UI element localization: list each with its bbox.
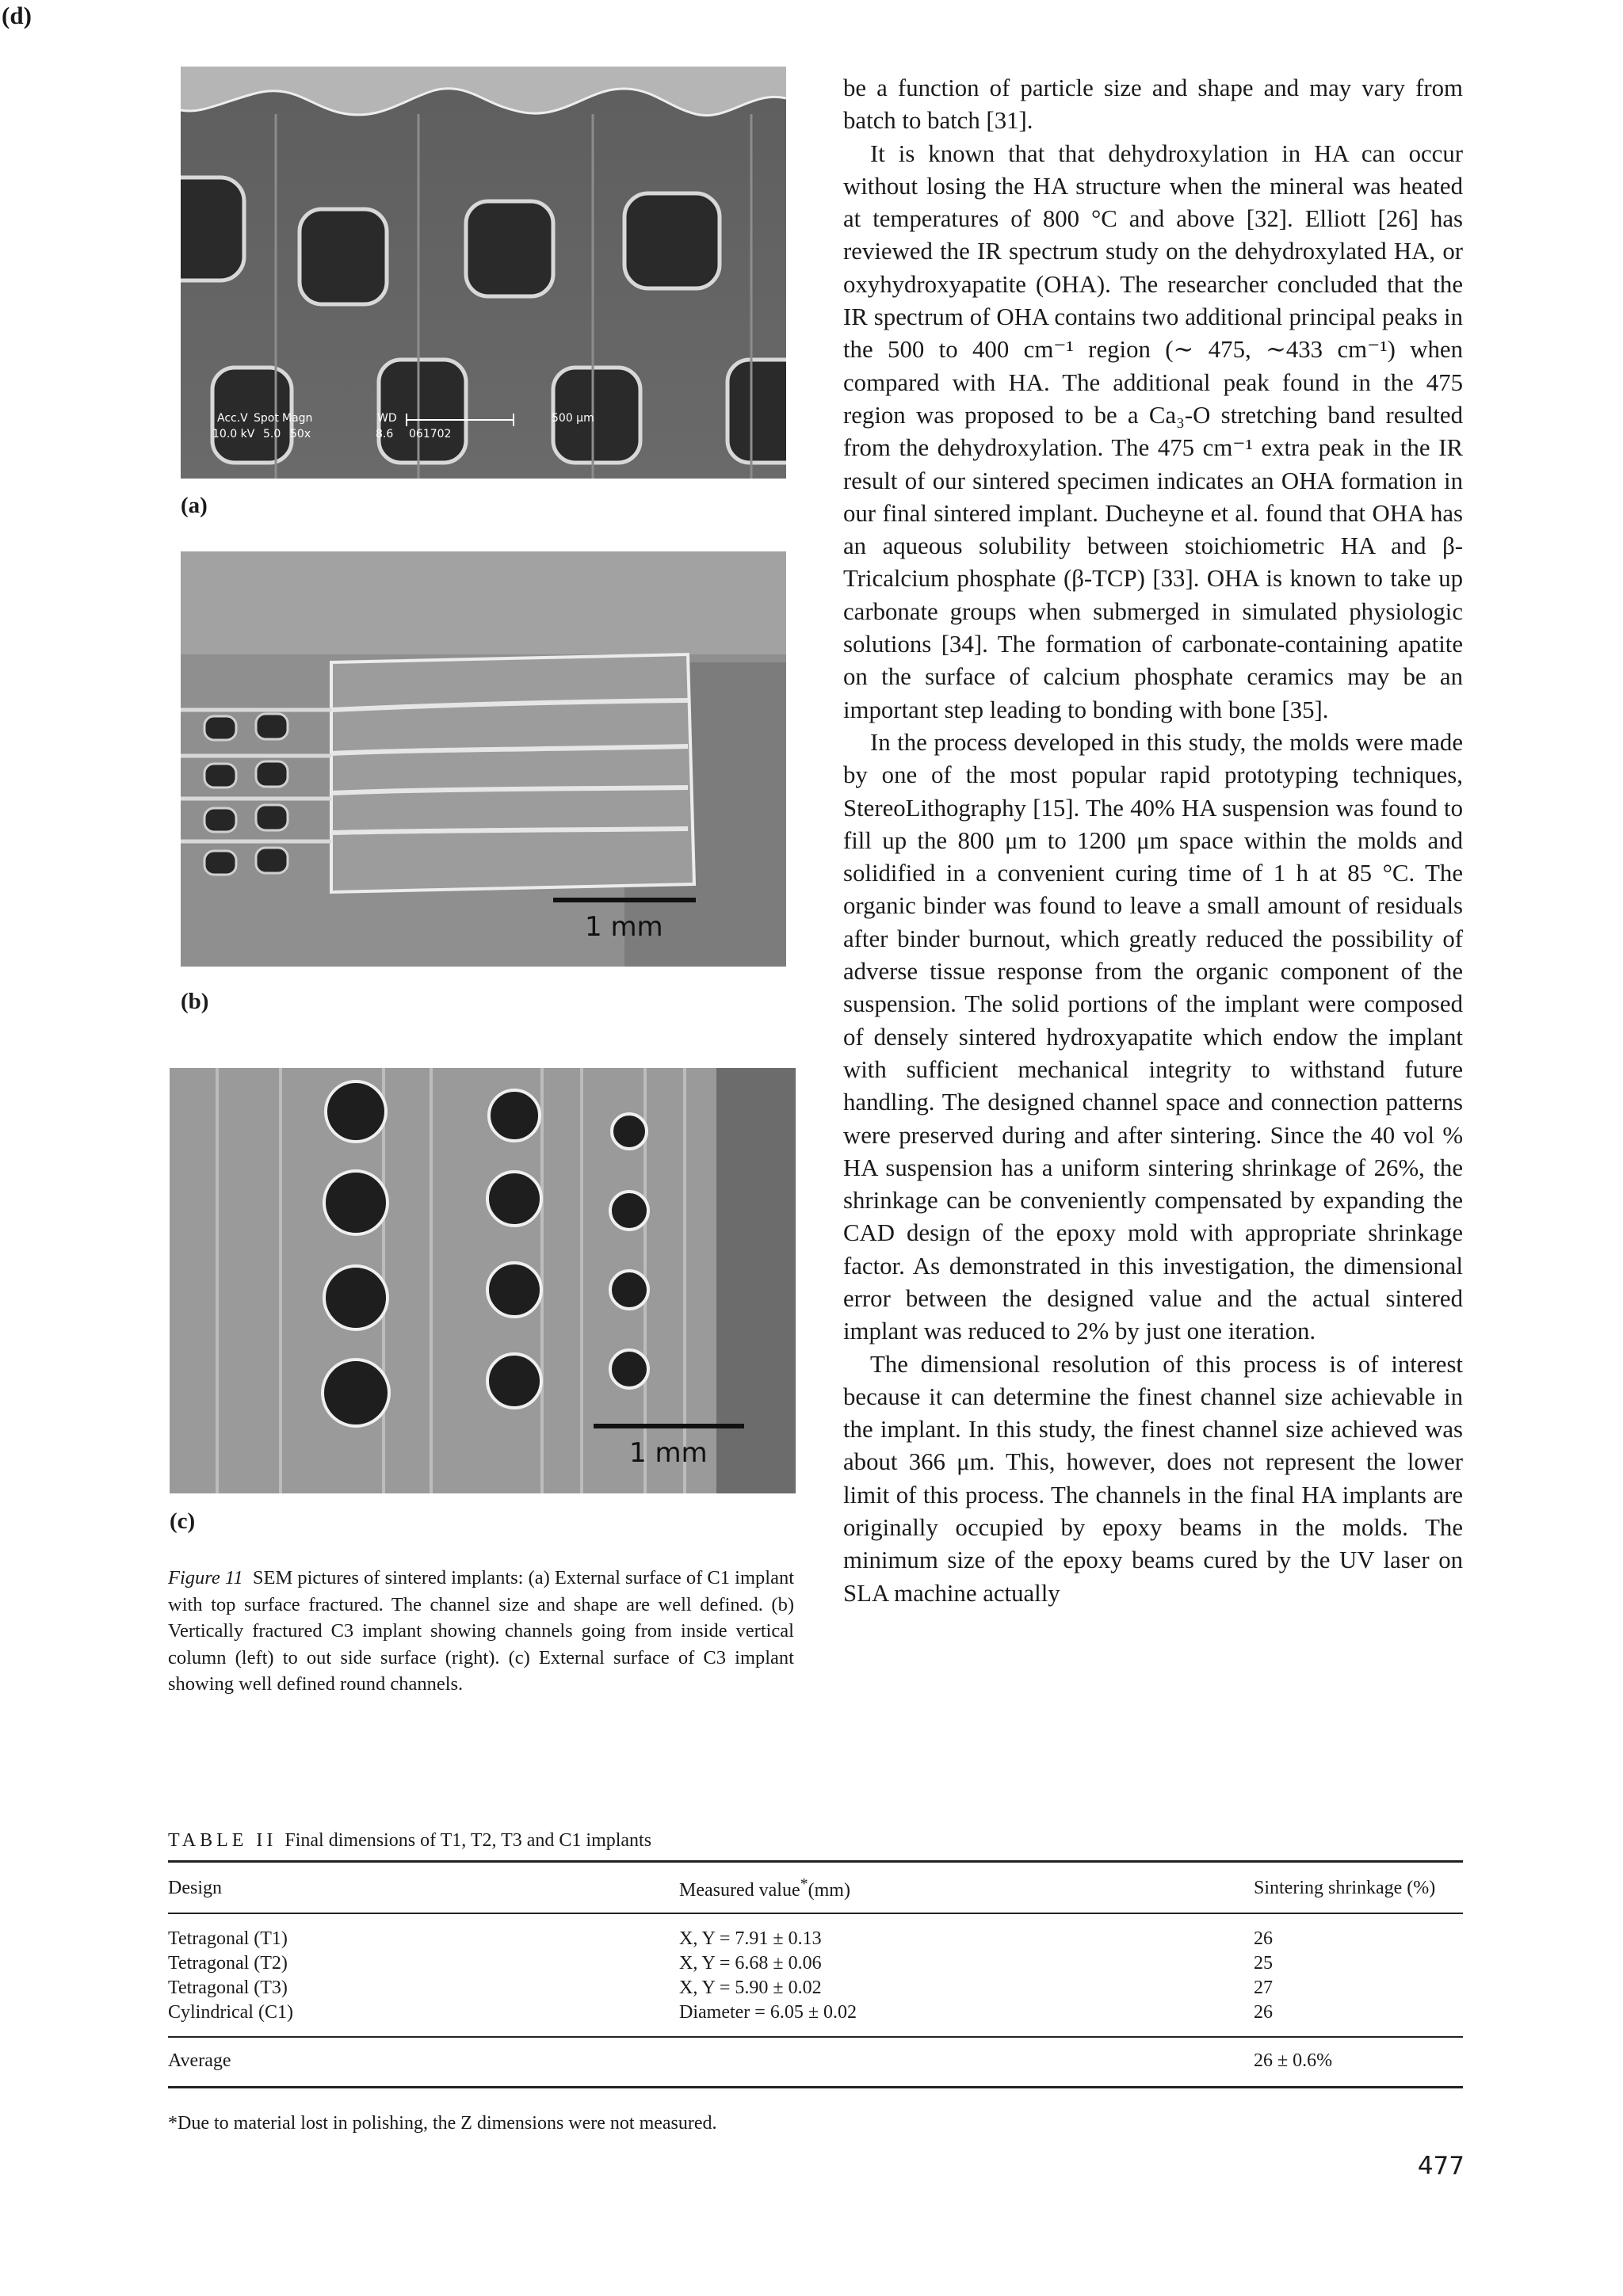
sem-image-c-graphic [170, 1068, 796, 1493]
sem-image-a-graphic [181, 67, 786, 479]
panel-label-a: (a) [181, 493, 208, 518]
cell-measured: X, Y = 7.91 ± 0.13 [679, 1928, 822, 1949]
cell-shrinkage: 26 [1254, 2002, 1273, 2023]
sem-image-b-graphic [181, 551, 786, 967]
sem-image-b [181, 551, 786, 967]
table-row [168, 1951, 1463, 1976]
cell-shrinkage: 25 [1254, 1953, 1273, 1974]
overlay-spot: Spot [254, 412, 279, 425]
scale-label-b: 1 mm [585, 911, 663, 943]
table-label: TABLE II [168, 1830, 277, 1851]
panel-label-b: (b) [181, 989, 209, 1014]
average-empty-cell [679, 2037, 1254, 2088]
table-row [168, 1976, 1463, 2000]
overlay-id: 061702 [409, 428, 452, 441]
panel-label-c: (c) [170, 1508, 196, 1534]
paragraph-4: The dimensional resolution of this process is of interest because it can determine the finest channel size achievable in the implant. In this study, the finest channel size achieved was about 366 μm. This, however, does not represent the lower limit of this process. The channels in the final HA implants are originally occupied by epoxy beams in the molds. The minimum size of the epoxy beams cured by the UV laser on SLA machine actually [843, 1350, 1463, 1607]
dimensions-table [168, 1860, 1463, 2088]
table-average-row [168, 2037, 1463, 2088]
table-title-text: Final dimensions of T1, T2, T3 and C1 implants [285, 1830, 652, 1851]
header-measured-mark: * [800, 1875, 808, 1893]
overlay-scale: 500 μm [552, 412, 594, 425]
overlay-magn-value: 50x [290, 428, 311, 441]
overlay-wd-value: 8.6 [376, 428, 394, 441]
sem-image-c [170, 1068, 796, 1493]
overlay-magn: Magn [282, 412, 313, 425]
cell-measured: X, Y = 6.68 ± 0.06 [679, 1953, 822, 1974]
sem-image-a [181, 67, 786, 479]
header-design: Design [168, 1878, 222, 1898]
table-header-row [168, 1862, 1463, 1914]
paragraph-1: be a function of particle size and shape and may vary from batch to batch [31]. [843, 74, 1463, 135]
average-value: 26 ± 0.6% [1254, 2050, 1333, 2071]
header-measured-unit: (mm) [808, 1880, 850, 1901]
overlay-kv: 10.0 kV [212, 428, 255, 441]
page-number: 477 [1417, 2152, 1465, 2180]
figure-caption-prefix: Figure 11 [168, 1567, 243, 1589]
figure-caption [168, 1565, 794, 1698]
cell-design: Cylindrical (C1) [168, 2002, 293, 2023]
average-label: Average [168, 2050, 231, 2071]
table-row [168, 1913, 1463, 1951]
paragraph-3: In the process developed in this study, the molds were made by one of the most popular rapid prototyping techniques, StereoLithography [15]. The 40% HA suspension was found to fill up the 800 μm to 1200 μm space within the molds and solidified in a convenient curing time of 1 h at 85 °C. The organic binder was found to leave a small amount of residuals after binder burnout, which greatly reduced the possibility of adverse tissue response from the organic component of the suspension. The solid portions of the implant were composed of densely sintered hydroxyapatite which endow the implant with sufficient mechanical integrity to withstand future handling. The designed channel space and connection patterns were preserved during and after sintering. Since the 40 vol % HA suspension has a uniform sintering shrinkage of 26%, the shrinkage can be conveniently compensated by expanding the CAD design of the epoxy mold with appropriate shrinkage factor. As demonstrated in this investigation, the dimensional error between the designed value and the actual sintered implant was reduced to 2% by just one iteration. [843, 728, 1463, 1345]
header-measured [679, 1862, 1254, 1914]
table-title [168, 1830, 651, 1852]
cell-design: Tetragonal (T3) [168, 1978, 288, 1998]
header-shrinkage: Sintering shrinkage (%) [1254, 1878, 1436, 1898]
header-measured-label: Measured value [679, 1880, 800, 1901]
cell-design: Tetragonal (T1) [168, 1928, 288, 1949]
paragraph-2: It is known that that dehydroxylation in HA can occur without losing the HA structure when the mineral was heated at temperatures of 800 °C and above [32]. Elliott [26] has reviewed the IR spectrum study on the dehydroxylated HA, or oxyhydroxyapatite (OHA). The researcher concluded that the IR spectrum of OHA contains two additional principal peaks in the 500 to 400 cm⁻¹ region (∼ 475, ∼433 cm⁻¹) when compared with HA. The additional peak found in the 475 region was proposed to be a Ca₃-O stretching band resulted from the dehydroxylation. The 475 cm⁻¹ extra peak in the IR result of our sintered specimen indicates an OHA formation in our final sintered implant. Ducheyne et al. found that OHA has an aqueous solubility between stoichiometric HA and β-Tricalcium phosphate (β-TCP) [33]. OHA is known to take up carbonate groups when submerged in simulated physiologic solutions [34]. The formation of carbonate-containing apatite on the surface of calcium phosphate ceramics may be an important step leading to bonding with bone [35]. [843, 139, 1463, 723]
table-row [168, 2000, 1463, 2037]
cell-measured: Diameter = 6.05 ± 0.02 [679, 2002, 857, 2023]
cell-shrinkage: 26 [1254, 1928, 1273, 1949]
overlay-accv: Acc.V [217, 412, 248, 425]
scale-label-c: 1 mm [629, 1437, 708, 1469]
cell-shrinkage: 27 [1254, 1978, 1273, 1998]
corner-label: (d) [2, 2, 32, 29]
table-footnote: *Due to material lost in polishing, the Z dimensions were not measured. [168, 2113, 717, 2134]
overlay-wd: WD [377, 412, 397, 425]
cell-measured: X, Y = 5.90 ± 0.02 [679, 1978, 822, 1998]
cell-design: Tetragonal (T2) [168, 1953, 288, 1974]
overlay-spot-value: 5.0 [263, 428, 281, 441]
body-text-column [843, 72, 1463, 1610]
figure-caption-text: SEM pictures of sintered implants: (a) External surface of C1 implant with top surface fractured. The channel size and shape are well defined. (b) Vertically fractured C3 implant showing channels going from inside vertical column (left) to out side surface (right). (c) External surface of C3 implant showing well defined round channels. [168, 1567, 795, 1695]
